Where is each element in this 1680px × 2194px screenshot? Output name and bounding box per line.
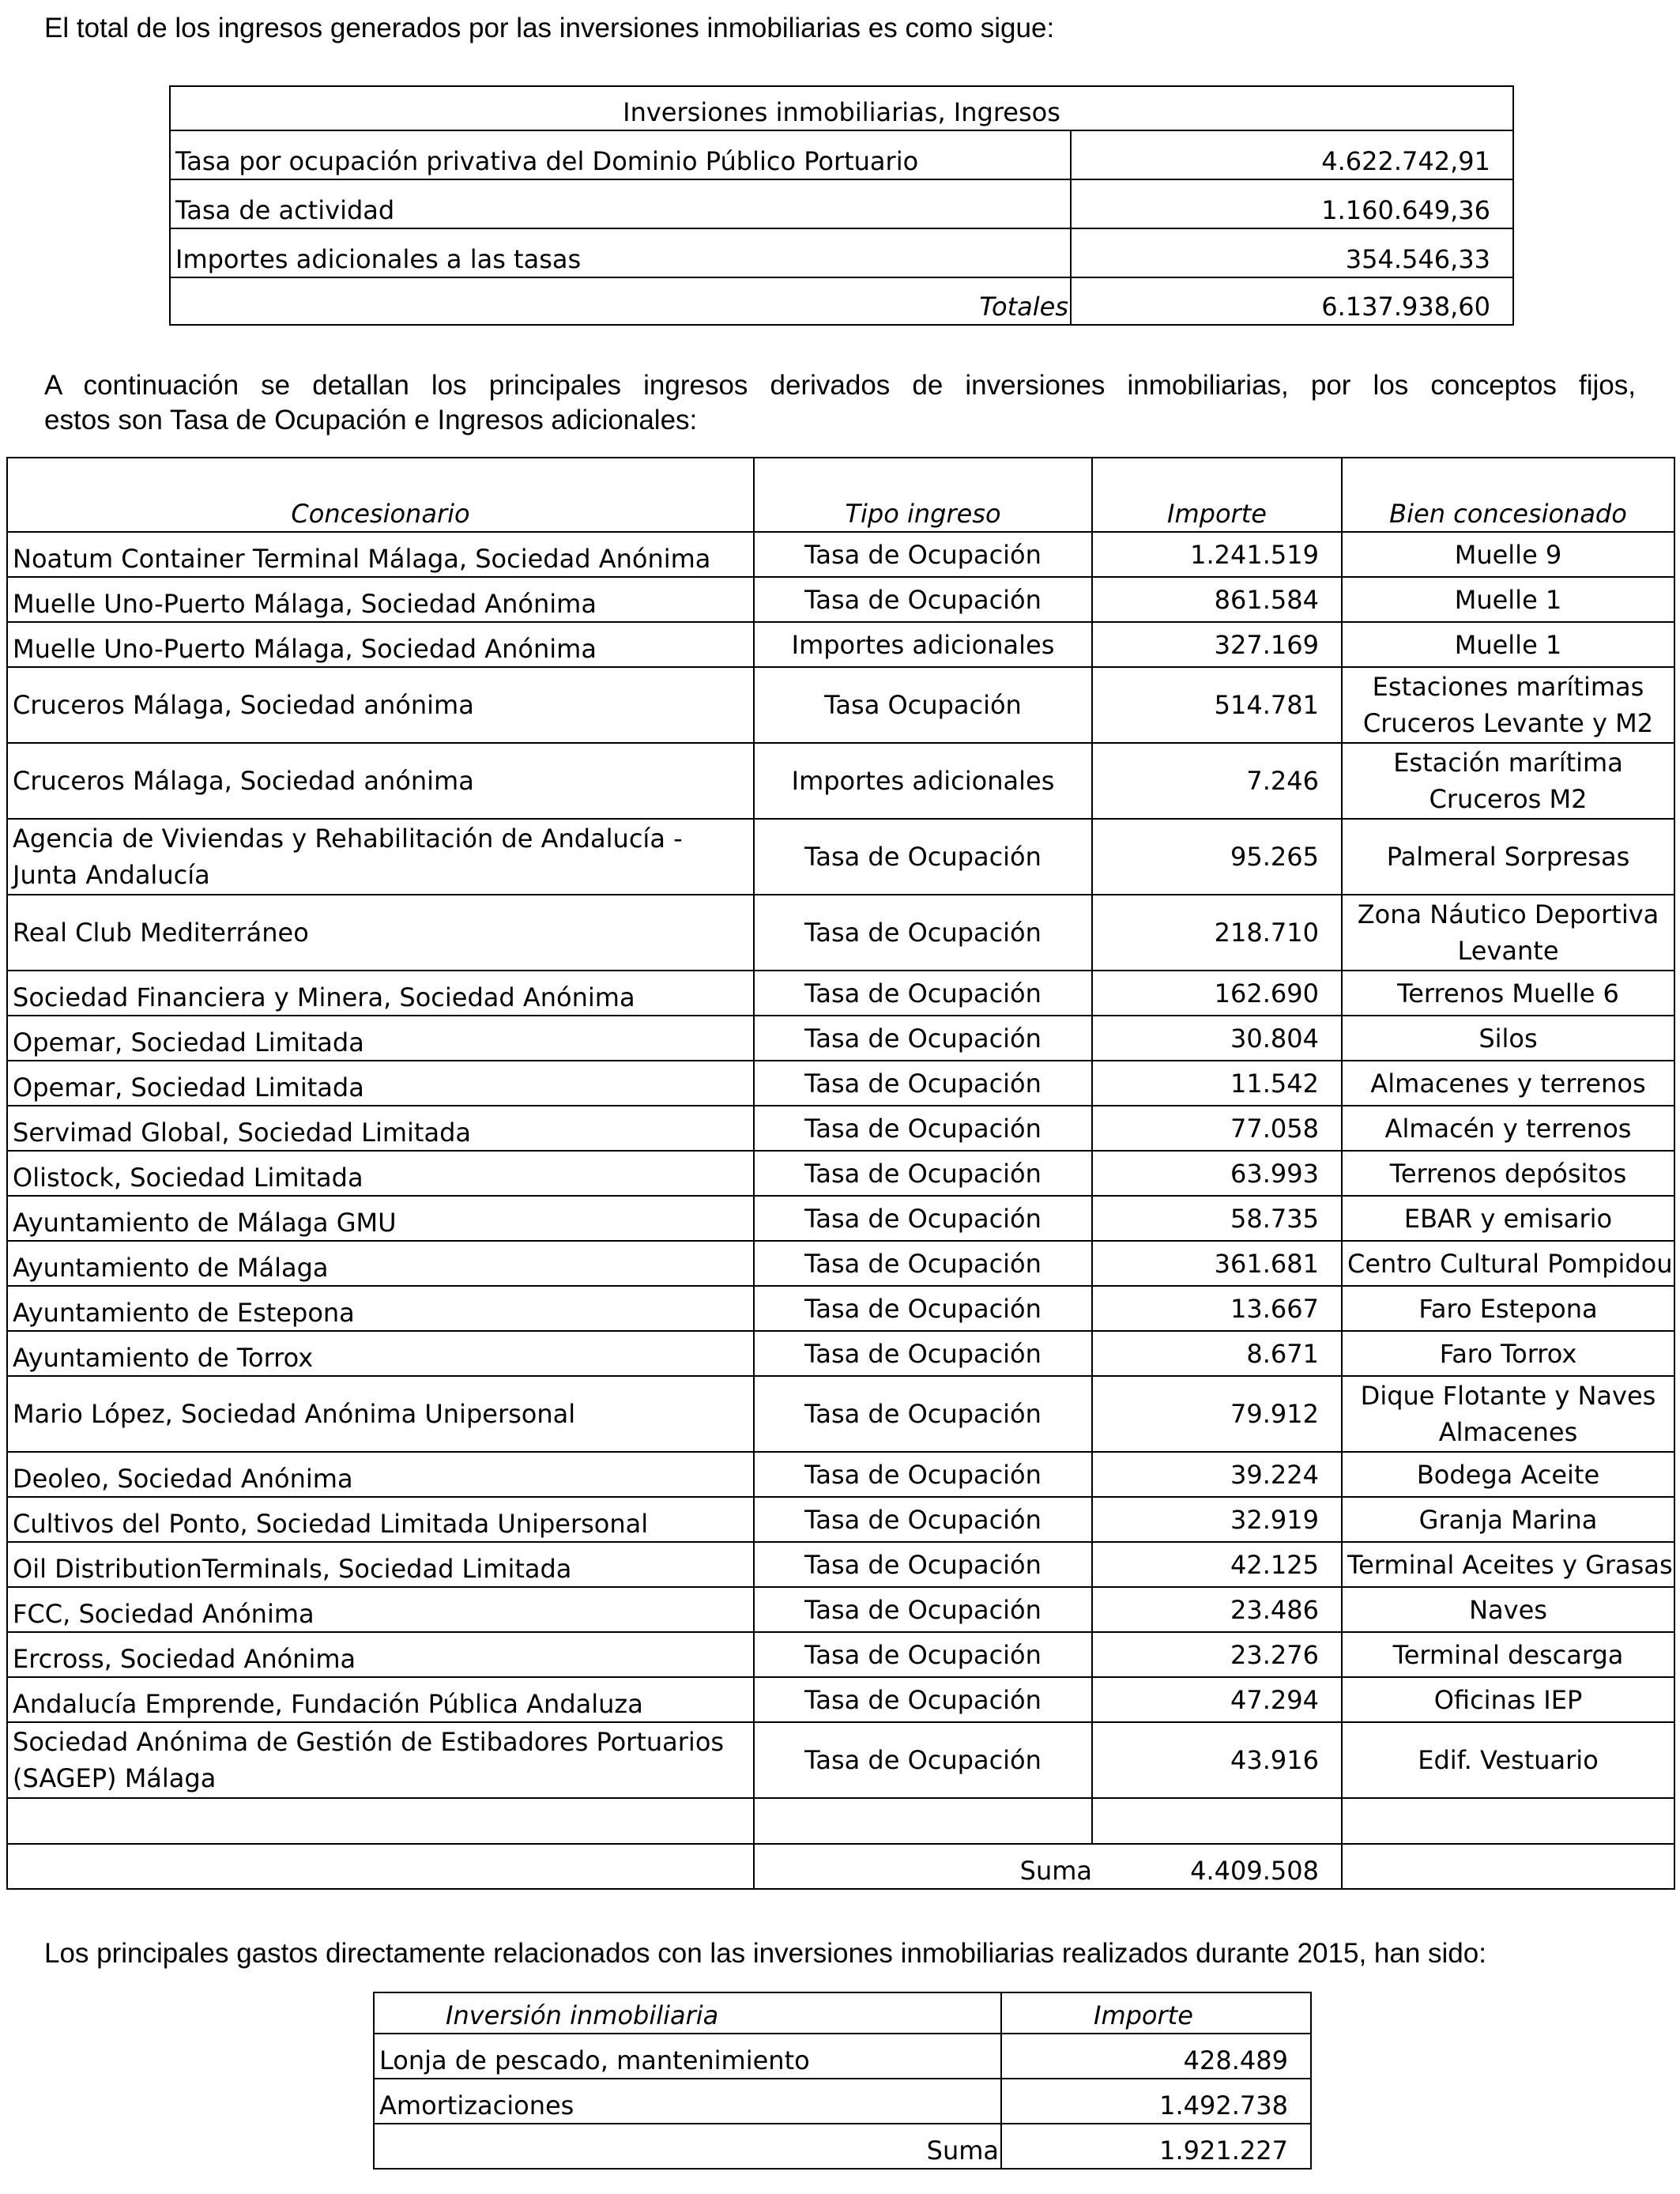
importe-cell: 13.667 xyxy=(1092,1286,1342,1331)
concession-row xyxy=(7,1452,1674,1497)
bien-concesionado-cell: Faro Estepona xyxy=(1342,1286,1674,1331)
importe-cell: 32.919 xyxy=(1092,1497,1342,1542)
concesionario-cell: Mario López, Sociedad Anónima Unipersonal xyxy=(7,1376,754,1452)
importe-cell: 7.246 xyxy=(1092,743,1342,819)
concesionario-cell: Cruceros Málaga, Sociedad anónima xyxy=(7,743,754,819)
income-total-value: 6.137.938,60 xyxy=(1071,277,1513,325)
tipo-ingreso-cell: Tasa de Ocupación xyxy=(754,1241,1092,1286)
header-importe-gastos: Importe xyxy=(1001,1992,1311,2034)
concession-row xyxy=(7,1497,1674,1542)
concession-row xyxy=(7,577,1674,622)
concession-row xyxy=(7,1151,1674,1196)
income-summary-title: Inversiones inmobiliarias, Ingresos xyxy=(170,86,1513,130)
importe-cell: 47.294 xyxy=(1092,1677,1342,1722)
tipo-ingreso-cell: Tasa de Ocupación xyxy=(754,1376,1092,1452)
concesionario-cell: Ayuntamiento de Estepona xyxy=(7,1286,754,1331)
concesionario-cell: Opemar, Sociedad Limitada xyxy=(7,1061,754,1106)
intro-paragraph-3: Los principales gastos directamente relacionados con las inversiones inmobiliarias realizados durante 2015, han sido: xyxy=(44,1938,1486,1969)
concession-row xyxy=(7,1376,1674,1452)
intro-paragraph-1: El total de los ingresos generados por las inversiones inmobiliarias es como sigue: xyxy=(44,13,1055,43)
tipo-ingreso-cell: Tasa de Ocupación xyxy=(754,1677,1092,1722)
concession-row xyxy=(7,1542,1674,1587)
concesionario-cell: Sociedad Financiera y Minera, Sociedad Anónima xyxy=(7,971,754,1016)
concession-row xyxy=(7,1331,1674,1376)
intro-paragraph-2-line-1: A continuación se detallan los principales ingresos derivados de inversiones inmobiliarias, por los conceptos fijos, xyxy=(44,370,1636,401)
concesionario-cell: Andalucía Emprende, Fundación Pública Andaluza xyxy=(7,1677,754,1722)
expenses-table xyxy=(373,1992,1312,2169)
concesionario-cell: Agencia de Viviendas y Rehabilitación de Andalucía - Junta Andalucía xyxy=(7,819,754,895)
header-concesionario: Concesionario xyxy=(7,458,754,532)
concesionario-cell: Muelle Uno-Puerto Málaga, Sociedad Anónima xyxy=(7,622,754,667)
tipo-ingreso-cell: Importes adicionales xyxy=(754,622,1092,667)
importe-cell: 42.125 xyxy=(1092,1542,1342,1587)
tipo-ingreso-cell: Tasa de Ocupación xyxy=(754,1286,1092,1331)
bien-concesionado-cell: Estaciones marítimas Cruceros Levante y M2 xyxy=(1342,667,1674,743)
bien-concesionado-cell: Bodega Aceite xyxy=(1342,1452,1674,1497)
concession-row xyxy=(7,1722,1674,1798)
importe-cell: 77.058 xyxy=(1092,1106,1342,1151)
header-bien-concesionado: Bien concesionado xyxy=(1342,458,1674,532)
tipo-ingreso-cell: Tasa de Ocupación xyxy=(754,577,1092,622)
importe-cell: 58.735 xyxy=(1092,1196,1342,1241)
concesionario-cell: Cultivos del Ponto, Sociedad Limitada Unipersonal xyxy=(7,1497,754,1542)
bien-concesionado-cell: Silos xyxy=(1342,1016,1674,1061)
concession-row xyxy=(7,1061,1674,1106)
concesionario-cell: Sociedad Anónima de Gestión de Estibadores Portuarios (SAGEP) Málaga xyxy=(7,1722,754,1798)
sum-row xyxy=(7,1844,1674,1889)
concesionario-cell: Cruceros Málaga, Sociedad anónima xyxy=(7,667,754,743)
tipo-ingreso-cell: Importes adicionales xyxy=(754,743,1092,819)
bien-concesionado-cell: Terminal Aceites y Grasas xyxy=(1342,1542,1674,1587)
bien-concesionado-cell: Oficinas IEP xyxy=(1342,1677,1674,1722)
bien-concesionado-cell: EBAR y emisario xyxy=(1342,1196,1674,1241)
income-row-label: Tasa por ocupación privativa del Dominio Público Portuario xyxy=(170,130,1071,179)
bien-concesionado-cell: Almacén y terrenos xyxy=(1342,1106,1674,1151)
tipo-ingreso-cell: Tasa de Ocupación xyxy=(754,1106,1092,1151)
tipo-ingreso-cell: Tasa de Ocupación xyxy=(754,819,1092,895)
tipo-ingreso-cell: Tasa de Ocupación xyxy=(754,1452,1092,1497)
importe-cell: 514.781 xyxy=(1092,667,1342,743)
bien-concesionado-cell: Centro Cultural Pompidou xyxy=(1342,1241,1674,1286)
bien-concesionado-cell: Terrenos Muelle 6 xyxy=(1342,971,1674,1016)
tipo-ingreso-cell: Tasa de Ocupación xyxy=(754,1196,1092,1241)
concesionario-cell: Ayuntamiento de Torrox xyxy=(7,1331,754,1376)
concession-row xyxy=(7,819,1674,895)
concession-row xyxy=(7,1241,1674,1286)
concession-row xyxy=(7,667,1674,743)
concesionario-cell: Olistock, Sociedad Limitada xyxy=(7,1151,754,1196)
importe-cell: 95.265 xyxy=(1092,819,1342,895)
concesionario-cell: Opemar, Sociedad Limitada xyxy=(7,1016,754,1061)
concesionario-cell: Ercross, Sociedad Anónima xyxy=(7,1632,754,1677)
tipo-ingreso-cell: Tasa de Ocupación xyxy=(754,1151,1092,1196)
concesionario-cell: Oil DistributionTerminals, Sociedad Limitada xyxy=(7,1542,754,1587)
bien-concesionado-cell: Estación marítima Cruceros M2 xyxy=(1342,743,1674,819)
expense-sum-label: Suma xyxy=(374,2124,1001,2169)
tipo-ingreso-cell: Tasa de Ocupación xyxy=(754,1542,1092,1587)
bien-concesionado-cell: Dique Flotante y Naves Almacenes xyxy=(1342,1376,1674,1452)
importe-cell: 861.584 xyxy=(1092,577,1342,622)
tipo-ingreso-cell: Tasa de Ocupación xyxy=(754,1061,1092,1106)
tipo-ingreso-cell: Tasa de Ocupación xyxy=(754,895,1092,971)
importe-cell: 39.224 xyxy=(1092,1452,1342,1497)
bien-concesionado-cell: Faro Torrox xyxy=(1342,1331,1674,1376)
concession-row xyxy=(7,1632,1674,1677)
importe-cell: 361.681 xyxy=(1092,1241,1342,1286)
bien-concesionado-cell: Almacenes y terrenos xyxy=(1342,1061,1674,1106)
concession-row xyxy=(7,1196,1674,1241)
bien-concesionado-cell: Terminal descarga xyxy=(1342,1632,1674,1677)
importe-cell: 218.710 xyxy=(1092,895,1342,971)
tipo-ingreso-cell: Tasa Ocupación xyxy=(754,667,1092,743)
importe-cell: 8.671 xyxy=(1092,1331,1342,1376)
expense-sum-value: 1.921.227 xyxy=(1001,2124,1311,2169)
bien-concesionado-cell: Naves xyxy=(1342,1587,1674,1632)
concesionario-cell: Ayuntamiento de Málaga GMU xyxy=(7,1196,754,1241)
tipo-ingreso-cell: Tasa de Ocupación xyxy=(754,1016,1092,1061)
importe-cell: 1.241.519 xyxy=(1092,532,1342,577)
income-row-label: Importes adicionales a las tasas xyxy=(170,228,1071,277)
concesionario-cell: Deoleo, Sociedad Anónima xyxy=(7,1452,754,1497)
expense-row-value: 1.492.738 xyxy=(1001,2079,1311,2124)
concession-row xyxy=(7,532,1674,577)
tipo-ingreso-cell: Tasa de Ocupación xyxy=(754,1497,1092,1542)
tipo-ingreso-cell: Tasa de Ocupación xyxy=(754,1722,1092,1798)
bien-concesionado-cell: Edif. Vestuario xyxy=(1342,1722,1674,1798)
bien-concesionado-cell: Muelle 9 xyxy=(1342,532,1674,577)
tipo-ingreso-cell: Tasa de Ocupación xyxy=(754,1632,1092,1677)
importe-cell: 11.542 xyxy=(1092,1061,1342,1106)
income-row-value: 4.622.742,91 xyxy=(1071,130,1513,179)
concesionario-cell: Real Club Mediterráneo xyxy=(7,895,754,971)
tipo-ingreso-cell: Tasa de Ocupación xyxy=(754,1331,1092,1376)
concesionario-cell: Ayuntamiento de Málaga xyxy=(7,1241,754,1286)
bien-concesionado-cell: Granja Marina xyxy=(1342,1497,1674,1542)
sum-label: Suma xyxy=(754,1844,1092,1889)
concession-row xyxy=(7,1286,1674,1331)
importe-cell: 79.912 xyxy=(1092,1376,1342,1452)
importe-cell: 30.804 xyxy=(1092,1016,1342,1061)
expense-row-label: Lonja de pescado, mantenimiento xyxy=(374,2034,1001,2079)
sum-value: 4.409.508 xyxy=(1092,1844,1342,1889)
expense-row-value: 428.489 xyxy=(1001,2034,1311,2079)
income-row-value: 1.160.649,36 xyxy=(1071,179,1513,228)
bien-concesionado-cell: Palmeral Sorpresas xyxy=(1342,819,1674,895)
intro-paragraph-2-line-2: estos son Tasa de Ocupación e Ingresos adicionales: xyxy=(44,405,698,435)
concession-row xyxy=(7,743,1674,819)
importe-cell: 162.690 xyxy=(1092,971,1342,1016)
concesionario-cell: FCC, Sociedad Anónima xyxy=(7,1587,754,1632)
income-total-label: Totales xyxy=(170,277,1071,325)
header-tipo-ingreso: Tipo ingreso xyxy=(754,458,1092,532)
bien-concesionado-cell: Muelle 1 xyxy=(1342,577,1674,622)
concession-row xyxy=(7,1106,1674,1151)
bien-concesionado-cell: Terrenos depósitos xyxy=(1342,1151,1674,1196)
header-importe: Importe xyxy=(1092,458,1342,532)
concesionario-cell: Muelle Uno-Puerto Málaga, Sociedad Anónima xyxy=(7,577,754,622)
concession-row xyxy=(7,1587,1674,1632)
concessions-table xyxy=(6,457,1675,1890)
income-row-value: 354.546,33 xyxy=(1071,228,1513,277)
concession-row xyxy=(7,622,1674,667)
empty-row xyxy=(7,1798,1674,1844)
tipo-ingreso-cell: Tasa de Ocupación xyxy=(754,971,1092,1016)
income-summary-table xyxy=(169,85,1514,326)
concesionario-cell: Noatum Container Terminal Málaga, Sociedad Anónima xyxy=(7,532,754,577)
income-row-label: Tasa de actividad xyxy=(170,179,1071,228)
concession-row xyxy=(7,971,1674,1016)
importe-cell: 23.276 xyxy=(1092,1632,1342,1677)
importe-cell: 43.916 xyxy=(1092,1722,1342,1798)
tipo-ingreso-cell: Tasa de Ocupación xyxy=(754,532,1092,577)
concession-row xyxy=(7,895,1674,971)
importe-cell: 327.169 xyxy=(1092,622,1342,667)
importe-cell: 63.993 xyxy=(1092,1151,1342,1196)
expense-row-label: Amortizaciones xyxy=(374,2079,1001,2124)
bien-concesionado-cell: Zona Náutico Deportiva Levante xyxy=(1342,895,1674,971)
concession-row xyxy=(7,1016,1674,1061)
concession-row xyxy=(7,1677,1674,1722)
concesionario-cell: Servimad Global, Sociedad Limitada xyxy=(7,1106,754,1151)
header-inversion: Inversión inmobiliaria xyxy=(374,1992,1001,2034)
tipo-ingreso-cell: Tasa de Ocupación xyxy=(754,1587,1092,1632)
importe-cell: 23.486 xyxy=(1092,1587,1342,1632)
bien-concesionado-cell: Muelle 1 xyxy=(1342,622,1674,667)
